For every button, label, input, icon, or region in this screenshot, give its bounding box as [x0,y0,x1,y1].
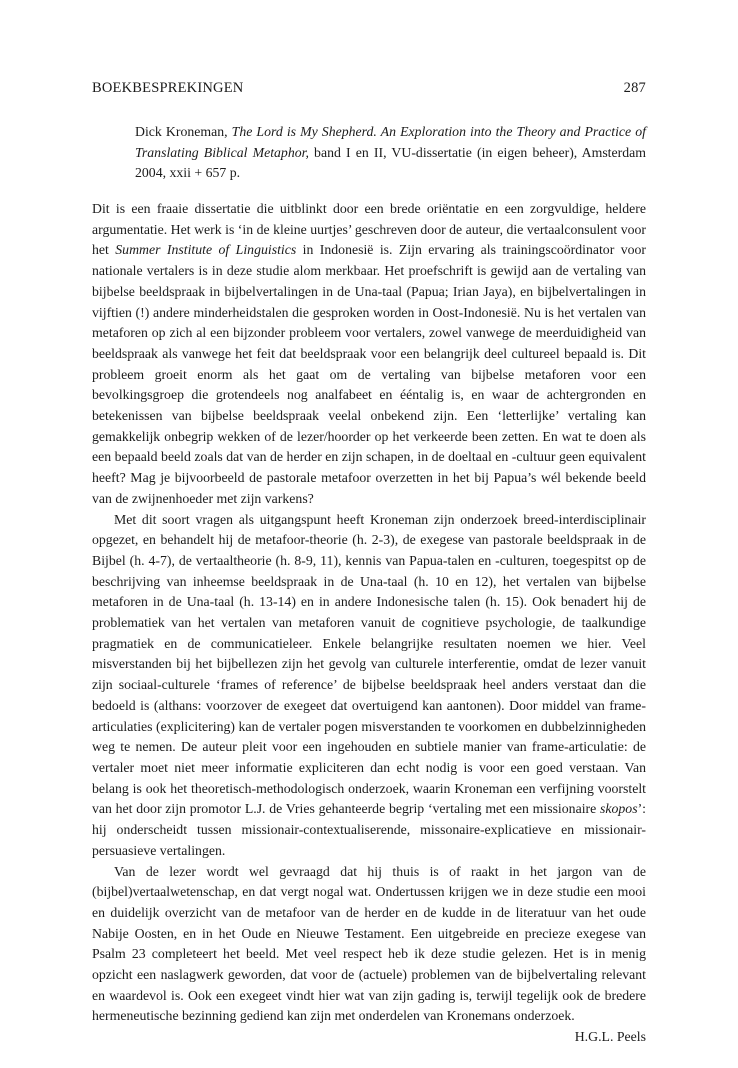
paragraph-text: Dit is een fraaie dissertatie die uitblinkt door een brede oriëntatie en een zorgvuldige, heldere argumentatie. Het werk is ‘in de kleine uurtjes’ geschreven door de auteur, die vertaalconsulent voor het [92,201,646,258]
review-paragraph-3: Van de lezer wordt wel gevraagd dat hij thuis is of raakt in het jargon van de (bijbel)vertaalwetenschap, en dat vergt nogal wat. Ondertussen krijgen we in deze studie een mooi en duidelijk overzicht van de metafoor van de herder en de kudde in de literatuur van het oude Nabije Oosten, en in het Oude en Nieuwe Testament. Een uitgebreide en precieze exegese van Psalm 23 completeert het beeld. Met veel respect heb ik deze studie gelezen. Het is in menig opzicht een naslagwerk geworden, dat voor de (actuele) problemen van de bijbelvertaling relevant en waardevol is. Ook een exegeet vindt hier wat van zijn gading is, terwijl tegelijk ook de bredere hermeneutische bezinning gediend kan zijn met onderdelen van Kronemans onderzoek. [92,863,646,1024]
page-number: 287 [623,80,646,96]
running-head [92,78,646,99]
review-body [92,199,646,1048]
review-paragraph-1 [92,199,646,510]
review-paragraph-2 [92,510,646,862]
citation-title: The Lord is My Shepherd. An Exploration into the Theory and Practice of Translating Biblical Metaphor, [135,124,646,160]
citation-details: band I en II, VU-dissertatie (in eigen beheer), Amsterdam 2004, xxii + 657 p. [135,144,646,181]
paragraph-italic: skopos [600,801,638,817]
reviewer-signature: H.G.L. Peels [574,1029,646,1045]
paragraph-text: ’: hij onderscheidt tussen missionair-contextualiserende, missonaire-explicatieve en missionair-persuasieve vertalingen. [92,801,646,858]
paragraph-text: in Indonesië is. Zijn ervaring als trainingscoördinator voor nationale vertalers is in deze studie alom merkbaar. Het proefschrift is gewijd aan de vertaling van bijbelse beeldspraak in bijbelvertalingen in de Una-taal (Papua; Irian Jaya), en bijbelvertalingen in vijftien (!) andere minderheidstalen die gesproken worden in Oost-Indonesië. Nu is het vertalen van metaforen op zich al een bijzonder probleem voor vertalers, zowel vanwege de meerduidigheid van beeldspraak als vanwege het feit dat beeldspraak voor een belangrijk deel cultureel bepaald is. Dit probleem groeit enorm als het gaat om de vertaling van bijbelse metaforen voor een bevolkingsgroep die grotendeels nog analfabeet en ééntalig is, en waar de achtergronden en betekenissen van bijbelse beeldspraak veelal onbekend zijn. Een ‘letterlijke’ vertaling kan gemakkelijk onbegrip wekken of de lezer/hoorder op het verkeerde been zetten. En wat te doen als een bepaald beeld zoals dat van de herder en zijn schapen, in de doeltaal en -cultuur geen equivalent heeft? Mag je bijvoorbeeld de pastorale metafoor overzetten in het bij Papua’s wél bekende beeld van de zwijnenhoeder met zijn varkens? [92,242,646,506]
book-citation [135,122,646,184]
section-title: BOEKBESPREKINGEN [92,80,244,96]
paragraph-italic: Summer Institute of Linguistics [115,242,297,258]
citation-author: Dick Kroneman, [135,124,232,139]
paragraph-text: Met dit soort vragen als uitgangspunt heeft Kroneman zijn onderzoek breed-interdisciplinair opgezet, en behandelt hij de metafoor-theorie (h. 2-3), de exegese van pastorale beeldspraak in de Bijbel (h. 4-7), de vertaaltheorie (h. 8-9, 11), kennis van Papua-talen en -culturen, toegespitst op de beschrijving van inheemse beeldspraak in de Una-taal (h. 10 en 12), het vertalen van bijbelse metaforen in de Una-taal (h. 13-14) en in andere Indonesische talen (h. 15). Ook benadert hij de problematiek van het vertalen van metaforen vanuit de cognitieve psychologie, de taalkundige pragmatiek en de communicatieleer. Enkele belangrijke resultaten noemen we hier. Veel misverstanden bij het bijbellezen zijn het gevolg van culturele interferentie, omdat de lezer vanuit zijn sociaal-culturele ‘frames of reference’ de bijbelse beeldspraak heel anders verstaat dan die bedoeld is (althans: voorzover de exegeet dat overtuigend kan aantonen). Door middel van frame-articulaties (explicitering) kan de vertaler pogen misverstanden te voorkomen en dubbelzinnigheden weg te nemen. De auteur pleit voor een ingehouden en subtiele manier van frame-articulatie: de vertaler moet niet meer informatie expliciteren dan echt nodig is voor een goed verstaan. Van belang is ook het theoretisch-methodologisch onderzoek, waarin Kroneman een verfijning voorstelt van het door zijn promotor L.J. de Vries gehanteerde begrip ‘vertaling met een missionaire [92,511,646,817]
